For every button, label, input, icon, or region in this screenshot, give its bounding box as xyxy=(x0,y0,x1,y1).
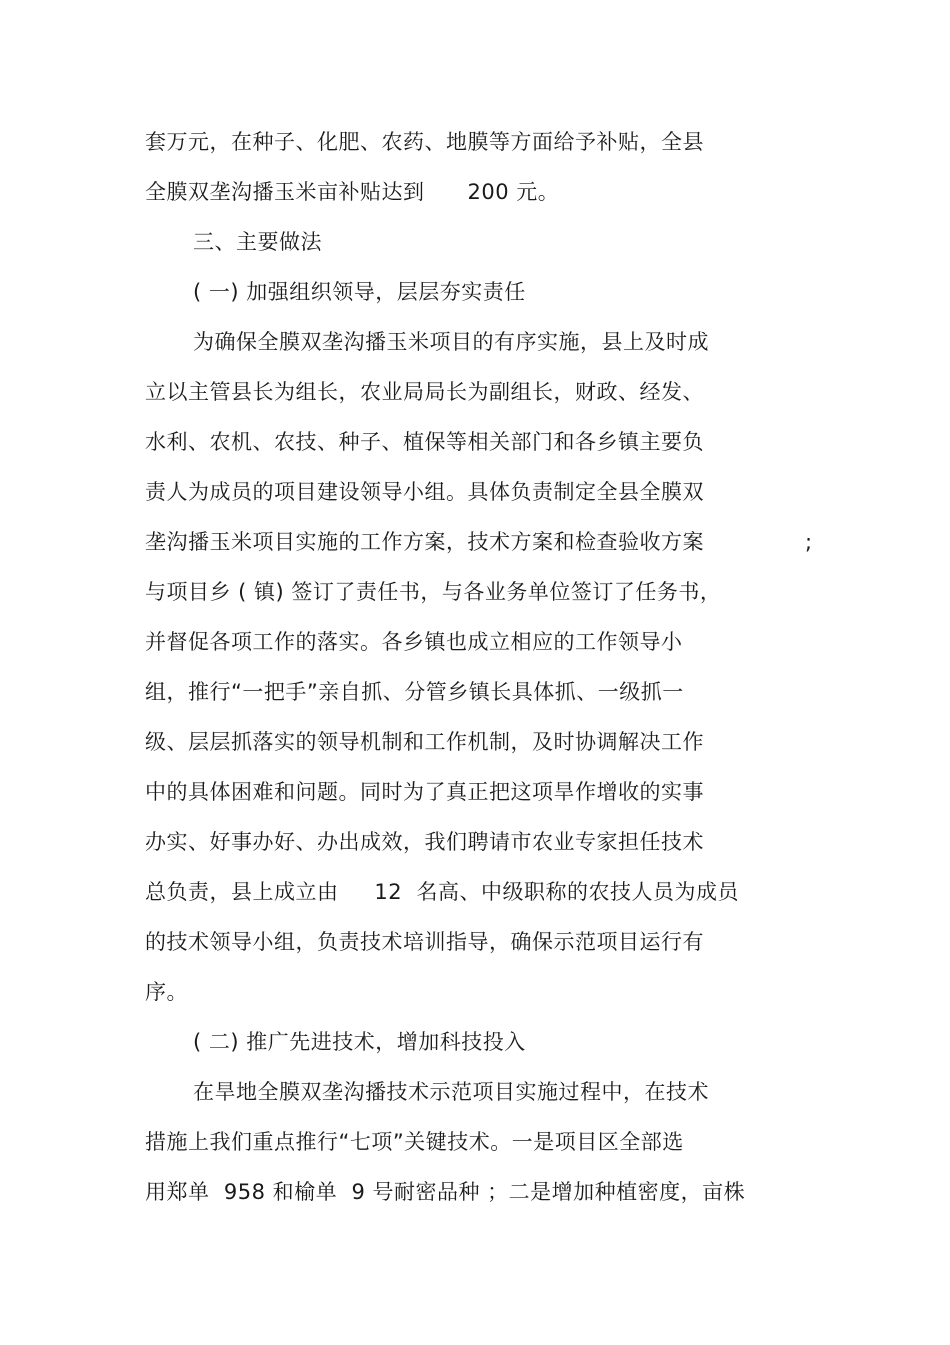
text-line: 用郑单 958 和榆单 9 号耐密品种 ；二是增加种植密度，亩株 xyxy=(145,1180,746,1204)
text-line: 责人为成员的项目建设领导小组。具体负责制定全县全膜双 xyxy=(145,480,704,504)
text-line: ; xyxy=(805,530,813,554)
text-line: 并督促各项工作的落实。各乡镇也成立相应的工作领导小 xyxy=(145,630,683,654)
text-line: 的技术领导小组，负责技术培训指导，确保示范项目运行有 xyxy=(145,930,704,954)
text-line: 办实、好事办好、办出成效，我们聘请市农业专家担任技术 xyxy=(145,830,704,854)
text-line: 总负责，县上成立由 12 名高、中级职称的农技人员为成员 xyxy=(145,880,739,904)
section-heading: 三、主要做法 xyxy=(193,230,322,254)
text-line: 序。 xyxy=(145,980,188,1004)
text-line: 组，推行“一把手”亲自抓、分管乡镇长具体抓、一级抓一 xyxy=(145,680,684,704)
subsection-heading: ( 二) 推广先进技术，增加科技投入 xyxy=(193,1030,526,1054)
text-line: 为确保全膜双垄沟播玉米项目的有序实施，县上及时成 xyxy=(193,330,709,354)
text-line: 中的具体困难和问题。同时为了真正把这项旱作增收的实事 xyxy=(145,780,704,804)
text-line: 立以主管县长为组长，农业局局长为副组长，财政、经发、 xyxy=(145,380,704,404)
text-line: 全膜双垄沟播玉米亩补贴达到 200 元。 xyxy=(145,180,560,204)
text-line: 在旱地全膜双垄沟播技术示范项目实施过程中，在技术 xyxy=(193,1080,709,1104)
text-line: 与项目乡 ( 镇) 签订了责任书，与各业务单位签订了任务书， xyxy=(145,580,722,604)
text-line: 级、层层抓落实的领导机制和工作机制，及时协调解决工作 xyxy=(145,730,704,754)
text-line: 措施上我们重点推行“七项”关键技术。一是项目区全部选 xyxy=(145,1130,684,1154)
subsection-heading: ( 一) 加强组织领导，层层夯实责任 xyxy=(193,280,526,304)
text-line: 套万元，在种子、化肥、农药、地膜等方面给予补贴，全县 xyxy=(145,130,704,154)
text-line: 水利、农机、农技、种子、植保等相关部门和各乡镇主要负 xyxy=(145,430,704,454)
text-line: 垄沟播玉米项目实施的工作方案，技术方案和检查验收方案 xyxy=(145,530,704,554)
